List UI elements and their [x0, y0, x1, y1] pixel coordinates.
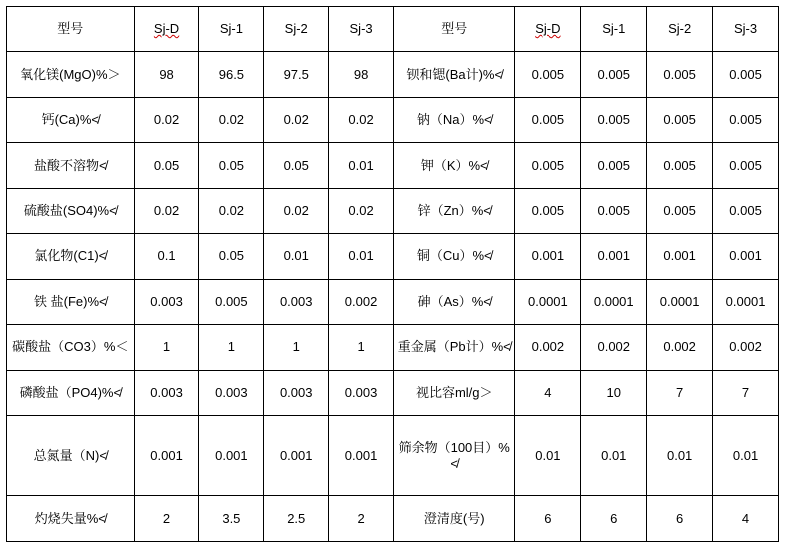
right-row-value: 10 — [581, 370, 647, 415]
left-row-value: 98 — [134, 52, 199, 97]
left-row-label: 硫酸盐(SO4)%≮ — [7, 188, 135, 233]
right-row-value: 0.0001 — [647, 279, 713, 324]
left-row-label: 铁 盐(Fe)%≮ — [7, 279, 135, 324]
right-row-value: 7 — [647, 370, 713, 415]
right-row-label: 锌（Zn）%≮ — [394, 188, 515, 233]
left-header-name: 型号 — [7, 7, 135, 52]
left-row-value: 0.002 — [329, 279, 394, 324]
right-row-value: 0.002 — [647, 325, 713, 370]
right-row-value: 0.001 — [647, 234, 713, 279]
left-header-col-2: Sj-2 — [264, 7, 329, 52]
table-header-row — [7, 7, 779, 52]
right-row-label: 钾（K）%≮ — [394, 143, 515, 188]
left-row-value: 0.02 — [329, 97, 394, 142]
right-row-value: 0.005 — [713, 97, 779, 142]
left-row-value: 0.005 — [199, 279, 264, 324]
table-row — [7, 188, 779, 233]
right-row-value: 0.005 — [713, 52, 779, 97]
left-row-value: 1 — [329, 325, 394, 370]
right-row-label: 澄清度(号) — [394, 496, 515, 542]
left-row-value: 1 — [264, 325, 329, 370]
right-row-value: 0.01 — [713, 416, 779, 496]
right-row-value: 0.005 — [713, 143, 779, 188]
right-row-label: 筛余物（100目）%≮ — [394, 416, 515, 496]
left-row-label: 氧化镁(MgO)%＞ — [7, 52, 135, 97]
right-row-label: 铜（Cu）%≮ — [394, 234, 515, 279]
right-row-value: 0.001 — [713, 234, 779, 279]
right-row-value: 0.005 — [581, 143, 647, 188]
right-header-col-1: Sj-1 — [581, 7, 647, 52]
left-row-value: 0.1 — [134, 234, 199, 279]
left-row-value: 0.001 — [264, 416, 329, 496]
left-row-value: 0.003 — [264, 370, 329, 415]
right-row-label: 钠（Na）%≮ — [394, 97, 515, 142]
left-header-col-0: Sj-D — [134, 7, 199, 52]
right-row-value: 0.005 — [515, 143, 581, 188]
left-row-value: 98 — [329, 52, 394, 97]
right-row-value: 0.002 — [515, 325, 581, 370]
left-row-value: 0.003 — [329, 370, 394, 415]
left-row-value: 0.001 — [329, 416, 394, 496]
left-row-value: 0.05 — [264, 143, 329, 188]
right-row-value: 6 — [647, 496, 713, 542]
right-header-col-2: Sj-2 — [647, 7, 713, 52]
table-row — [7, 234, 779, 279]
right-row-value: 0.001 — [515, 234, 581, 279]
left-row-value: 2 — [329, 496, 394, 542]
left-row-value: 0.003 — [134, 370, 199, 415]
right-row-label: 砷（As）%≮ — [394, 279, 515, 324]
left-row-value: 0.02 — [134, 97, 199, 142]
right-row-value: 0.005 — [647, 188, 713, 233]
right-row-value: 4 — [515, 370, 581, 415]
left-row-value: 0.02 — [199, 188, 264, 233]
left-row-value: 0.02 — [329, 188, 394, 233]
right-row-value: 0.005 — [581, 188, 647, 233]
left-row-label: 磷酸盐（PO4)%≮ — [7, 370, 135, 415]
left-row-value: 97.5 — [264, 52, 329, 97]
right-header-name: 型号 — [394, 7, 515, 52]
left-row-value: 1 — [134, 325, 199, 370]
left-row-value: 0.02 — [264, 97, 329, 142]
left-row-label: 氯化物(C1)≮ — [7, 234, 135, 279]
left-row-label: 碳酸盐（CO3）%＜ — [7, 325, 135, 370]
left-row-value: 0.02 — [199, 97, 264, 142]
left-row-value: 2.5 — [264, 496, 329, 542]
right-row-value: 0.01 — [647, 416, 713, 496]
right-row-value: 0.005 — [713, 188, 779, 233]
left-row-value: 3.5 — [199, 496, 264, 542]
left-row-label: 钙(Ca)%≮ — [7, 97, 135, 142]
left-header-col-1: Sj-1 — [199, 7, 264, 52]
right-row-label: 视比容ml/g＞ — [394, 370, 515, 415]
left-row-value: 0.05 — [199, 143, 264, 188]
table-row — [7, 52, 779, 97]
left-row-label: 盐酸不溶物≮ — [7, 143, 135, 188]
left-row-value: 0.02 — [264, 188, 329, 233]
right-row-value: 0.005 — [515, 97, 581, 142]
right-row-value: 0.005 — [647, 97, 713, 142]
right-row-value: 0.01 — [581, 416, 647, 496]
right-row-value: 4 — [713, 496, 779, 542]
right-header-col-3: Sj-3 — [713, 7, 779, 52]
left-header-col-3: Sj-3 — [329, 7, 394, 52]
left-row-value: 0.02 — [134, 188, 199, 233]
right-row-value: 6 — [515, 496, 581, 542]
left-row-value: 0.003 — [199, 370, 264, 415]
left-row-value: 0.001 — [134, 416, 199, 496]
right-row-value: 7 — [713, 370, 779, 415]
left-row-label: 总氮量（N)≮ — [7, 416, 135, 496]
right-row-value: 0.0001 — [581, 279, 647, 324]
left-row-label: 灼烧失量%≮ — [7, 496, 135, 542]
right-row-label: 钡和锶(Ba计)%≮ — [394, 52, 515, 97]
left-row-value: 0.001 — [199, 416, 264, 496]
right-header-col-0: Sj-D — [515, 7, 581, 52]
right-row-value: 6 — [581, 496, 647, 542]
left-row-value: 2 — [134, 496, 199, 542]
left-row-value: 0.01 — [329, 234, 394, 279]
table-row — [7, 97, 779, 142]
table-row — [7, 496, 779, 542]
left-row-value: 96.5 — [199, 52, 264, 97]
left-row-value: 0.01 — [329, 143, 394, 188]
table-row — [7, 370, 779, 415]
table-row — [7, 279, 779, 324]
left-row-value: 0.003 — [264, 279, 329, 324]
right-row-value: 0.005 — [515, 188, 581, 233]
right-row-value: 0.01 — [515, 416, 581, 496]
table-row — [7, 416, 779, 496]
right-row-value: 0.002 — [581, 325, 647, 370]
right-row-value: 0.005 — [647, 143, 713, 188]
right-row-value: 0.005 — [515, 52, 581, 97]
right-row-value: 0.005 — [581, 97, 647, 142]
left-row-value: 1 — [199, 325, 264, 370]
right-row-value: 0.005 — [647, 52, 713, 97]
right-row-label: 重金属（Pb计）%≮ — [394, 325, 515, 370]
right-row-value: 0.001 — [581, 234, 647, 279]
left-row-value: 0.05 — [134, 143, 199, 188]
left-row-value: 0.01 — [264, 234, 329, 279]
specification-table — [6, 6, 779, 542]
table-row — [7, 143, 779, 188]
left-row-value: 0.05 — [199, 234, 264, 279]
left-row-value: 0.003 — [134, 279, 199, 324]
table-row — [7, 325, 779, 370]
right-row-value: 0.0001 — [515, 279, 581, 324]
right-row-value: 0.0001 — [713, 279, 779, 324]
right-row-value: 0.002 — [713, 325, 779, 370]
right-row-value: 0.005 — [581, 52, 647, 97]
